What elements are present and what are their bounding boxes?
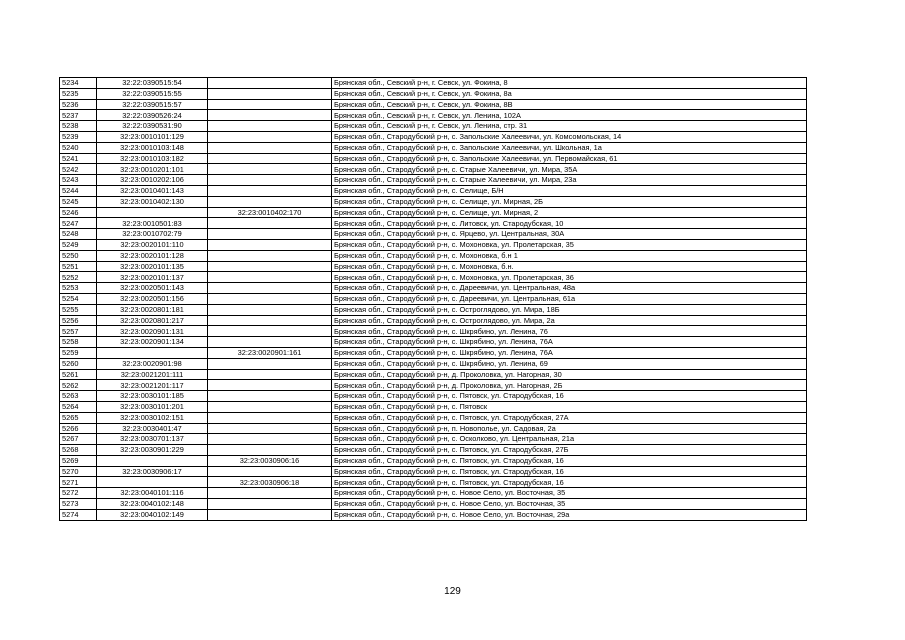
record-number-cell: 5234 <box>60 78 97 89</box>
address-cell: Брянская обл., Стародубский р-н, с. Мохоновка, ул. Пролетарская, 36 <box>332 272 807 283</box>
table-row <box>60 434 807 445</box>
table-row <box>60 164 807 175</box>
address-cell: Брянская обл., Стародубский р-н, с. Пятовск, ул. Стародубская, 16 <box>332 477 807 488</box>
record-number-cell: 5270 <box>60 466 97 477</box>
address-cell: Брянская обл., Стародубский р-н, с. Новое Село, ул. Восточная, 29а <box>332 509 807 520</box>
cadastral-number-cell: 32:23:0020101:128 <box>97 250 208 261</box>
related-cadastral-number-cell <box>208 78 332 89</box>
address-cell: Брянская обл., Стародубский р-н, с. Пятовск, ул. Стародубская, 27А <box>332 412 807 423</box>
related-cadastral-number-cell <box>208 110 332 121</box>
record-number-cell: 5246 <box>60 207 97 218</box>
record-number-cell: 5258 <box>60 337 97 348</box>
record-number-cell: 5261 <box>60 369 97 380</box>
address-cell: Брянская обл., Стародубский р-н, с. Пятовск, ул. Стародубская, 16 <box>332 466 807 477</box>
record-number-cell: 5263 <box>60 391 97 402</box>
address-cell: Брянская обл., Стародубский р-н, с. Ярцево, ул. Центральная, 30А <box>332 229 807 240</box>
related-cadastral-number-cell <box>208 326 332 337</box>
cadastral-number-cell: 32:23:0020801:217 <box>97 315 208 326</box>
record-number-cell: 5268 <box>60 445 97 456</box>
table-row <box>60 369 807 380</box>
related-cadastral-number-cell: 32:23:0030906:16 <box>208 455 332 466</box>
address-cell: Брянская обл., Стародубский р-н, с. Пятовск, ул. Стародубская, 16 <box>332 455 807 466</box>
table-row <box>60 337 807 348</box>
address-cell: Брянская обл., Стародубский р-н, с. Мохоновка, б.н 1 <box>332 250 807 261</box>
cadastral-number-cell <box>97 455 208 466</box>
record-number-cell: 5254 <box>60 293 97 304</box>
table-row <box>60 153 807 164</box>
related-cadastral-number-cell <box>208 304 332 315</box>
related-cadastral-number-cell <box>208 175 332 186</box>
table-row <box>60 78 807 89</box>
record-number-cell: 5269 <box>60 455 97 466</box>
related-cadastral-number-cell <box>208 423 332 434</box>
property-table <box>59 77 807 521</box>
table-body <box>60 78 807 521</box>
address-cell: Брянская обл., Стародубский р-н, с. Шкрябино, ул. Ленина, 69 <box>332 358 807 369</box>
related-cadastral-number-cell <box>208 99 332 110</box>
cadastral-number-cell: 32:23:0010202:106 <box>97 175 208 186</box>
related-cadastral-number-cell <box>208 272 332 283</box>
cadastral-number-cell: 32:23:0020901:134 <box>97 337 208 348</box>
cadastral-number-cell: 32:23:0020901:131 <box>97 326 208 337</box>
address-cell: Брянская обл., Стародубский р-н, с. Пятовск <box>332 401 807 412</box>
cadastral-number-cell <box>97 347 208 358</box>
cadastral-number-cell: 32:23:0010103:182 <box>97 153 208 164</box>
related-cadastral-number-cell <box>208 445 332 456</box>
record-number-cell: 5271 <box>60 477 97 488</box>
related-cadastral-number-cell <box>208 239 332 250</box>
related-cadastral-number-cell <box>208 261 332 272</box>
table-row <box>60 261 807 272</box>
address-cell: Брянская обл., Стародубский р-н, с. Остроглядово, ул. Мира, 18Б <box>332 304 807 315</box>
cadastral-number-cell: 32:23:0030401:47 <box>97 423 208 434</box>
related-cadastral-number-cell <box>208 142 332 153</box>
cadastral-number-cell: 32:23:0010103:148 <box>97 142 208 153</box>
table-row <box>60 326 807 337</box>
table-row <box>60 391 807 402</box>
table-row <box>60 142 807 153</box>
address-cell: Брянская обл., Севский р-н, г. Севск, ул. Фокина, 8В <box>332 99 807 110</box>
related-cadastral-number-cell <box>208 434 332 445</box>
cadastral-number-cell <box>97 207 208 218</box>
table-row <box>60 283 807 294</box>
related-cadastral-number-cell <box>208 315 332 326</box>
table-row <box>60 99 807 110</box>
cadastral-number-cell: 32:23:0010501:83 <box>97 218 208 229</box>
cadastral-number-cell: 32:23:0010201:101 <box>97 164 208 175</box>
address-cell: Брянская обл., Стародубский р-н, с. Запольские Халеевичи, ул. Комсомольская, 14 <box>332 131 807 142</box>
cadastral-number-cell: 32:23:0020101:137 <box>97 272 208 283</box>
address-cell: Брянская обл., Стародубский р-н, с. Селище, Б/Н <box>332 185 807 196</box>
record-number-cell: 5266 <box>60 423 97 434</box>
related-cadastral-number-cell <box>208 509 332 520</box>
table-row <box>60 315 807 326</box>
cadastral-number-cell: 32:23:0040101:116 <box>97 488 208 499</box>
cadastral-number-cell: 32:23:0030102:151 <box>97 412 208 423</box>
cadastral-number-cell: 32:23:0030906:17 <box>97 466 208 477</box>
cadastral-number-cell: 32:23:0030701:137 <box>97 434 208 445</box>
table-row <box>60 304 807 315</box>
cadastral-number-cell: 32:22:0390531:90 <box>97 121 208 132</box>
address-cell: Брянская обл., Стародубский р-н, с. Шкрябино, ул. Ленина, 76 <box>332 326 807 337</box>
cadastral-number-cell: 32:23:0020101:110 <box>97 239 208 250</box>
address-cell: Брянская обл., Стародубский р-н, с. Мохоновка, б.н. <box>332 261 807 272</box>
table-row <box>60 110 807 121</box>
table-row <box>60 88 807 99</box>
cadastral-number-cell: 32:23:0020101:135 <box>97 261 208 272</box>
related-cadastral-number-cell <box>208 121 332 132</box>
table-row <box>60 499 807 510</box>
record-number-cell: 5250 <box>60 250 97 261</box>
record-number-cell: 5238 <box>60 121 97 132</box>
table-row <box>60 466 807 477</box>
address-cell: Брянская обл., Севский р-н, г. Севск, ул. Ленина, 102А <box>332 110 807 121</box>
record-number-cell: 5243 <box>60 175 97 186</box>
cadastral-number-cell: 32:23:0010402:130 <box>97 196 208 207</box>
table-row <box>60 121 807 132</box>
address-cell: Брянская обл., Стародубский р-н, с. Запольские Халеевичи, ул. Первомайская, 61 <box>332 153 807 164</box>
cadastral-number-cell: 32:23:0021201:111 <box>97 369 208 380</box>
table-row <box>60 218 807 229</box>
record-number-cell: 5273 <box>60 499 97 510</box>
cadastral-number-cell: 32:23:0010101:129 <box>97 131 208 142</box>
table-row <box>60 293 807 304</box>
table-row <box>60 347 807 358</box>
table-row <box>60 509 807 520</box>
cadastral-number-cell: 32:23:0021201:117 <box>97 380 208 391</box>
address-cell: Брянская обл., Стародубский р-н, с. Шкрябино, ул. Ленина, 76А <box>332 337 807 348</box>
table-row <box>60 185 807 196</box>
record-number-cell: 5245 <box>60 196 97 207</box>
table-row <box>60 250 807 261</box>
record-number-cell: 5260 <box>60 358 97 369</box>
related-cadastral-number-cell <box>208 196 332 207</box>
address-cell: Брянская обл., Стародубский р-н, п. Новополье, ул. Садовая, 2а <box>332 423 807 434</box>
address-cell: Брянская обл., Севский р-н, г. Севск, ул. Фокина, 8 <box>332 78 807 89</box>
related-cadastral-number-cell <box>208 88 332 99</box>
record-number-cell: 5256 <box>60 315 97 326</box>
cadastral-number-cell: 32:22:0390515:54 <box>97 78 208 89</box>
related-cadastral-number-cell <box>208 412 332 423</box>
record-number-cell: 5253 <box>60 283 97 294</box>
cadastral-number-cell: 32:23:0020501:143 <box>97 283 208 294</box>
record-number-cell: 5262 <box>60 380 97 391</box>
related-cadastral-number-cell <box>208 164 332 175</box>
related-cadastral-number-cell <box>208 369 332 380</box>
related-cadastral-number-cell <box>208 466 332 477</box>
cadastral-number-cell: 32:23:0010702:79 <box>97 229 208 240</box>
cadastral-number-cell: 32:23:0030901:229 <box>97 445 208 456</box>
record-number-cell: 5251 <box>60 261 97 272</box>
related-cadastral-number-cell <box>208 380 332 391</box>
table-row <box>60 229 807 240</box>
related-cadastral-number-cell <box>208 358 332 369</box>
related-cadastral-number-cell <box>208 401 332 412</box>
record-number-cell: 5241 <box>60 153 97 164</box>
address-cell: Брянская обл., Стародубский р-н, с. Новое Село, ул. Восточная, 35 <box>332 488 807 499</box>
record-number-cell: 5255 <box>60 304 97 315</box>
cadastral-number-cell: 32:23:0040102:148 <box>97 499 208 510</box>
table-row <box>60 401 807 412</box>
cadastral-number-cell: 32:23:0030101:201 <box>97 401 208 412</box>
record-number-cell: 5249 <box>60 239 97 250</box>
address-cell: Брянская обл., Стародубский р-н, с. Пятовск, ул. Стародубская, 27Б <box>332 445 807 456</box>
table-row <box>60 272 807 283</box>
cadastral-number-cell: 32:23:0020901:98 <box>97 358 208 369</box>
page-number: 129 <box>444 586 461 597</box>
address-cell: Брянская обл., Стародубский р-н, с. Запольские Халеевичи, ул. Школьная, 1а <box>332 142 807 153</box>
cadastral-number-cell: 32:22:0390515:57 <box>97 99 208 110</box>
address-cell: Брянская обл., Стародубский р-н, с. Дареевичи, ул. Центральная, 48а <box>332 283 807 294</box>
record-number-cell: 5272 <box>60 488 97 499</box>
address-cell: Брянская обл., Стародубский р-н, д. Проколовка, ул. Нагорная, 30 <box>332 369 807 380</box>
address-cell: Брянская обл., Стародубский р-н, с. Селище, ул. Мирная, 2 <box>332 207 807 218</box>
related-cadastral-number-cell <box>208 131 332 142</box>
record-number-cell: 5236 <box>60 99 97 110</box>
related-cadastral-number-cell <box>208 229 332 240</box>
related-cadastral-number-cell <box>208 283 332 294</box>
related-cadastral-number-cell <box>208 218 332 229</box>
address-cell: Брянская обл., Стародубский р-н, с. Новое Село, ул. Восточная, 35 <box>332 499 807 510</box>
related-cadastral-number-cell: 32:23:0030906:18 <box>208 477 332 488</box>
related-cadastral-number-cell <box>208 488 332 499</box>
related-cadastral-number-cell <box>208 499 332 510</box>
cadastral-number-cell <box>97 477 208 488</box>
address-cell: Брянская обл., Стародубский р-н, с. Пятовск, ул. Стародубская, 16 <box>332 391 807 402</box>
related-cadastral-number-cell <box>208 293 332 304</box>
table-row <box>60 175 807 186</box>
cadastral-number-cell: 32:23:0020501:156 <box>97 293 208 304</box>
related-cadastral-number-cell <box>208 391 332 402</box>
table-row <box>60 358 807 369</box>
table-row <box>60 455 807 466</box>
cadastral-number-cell: 32:22:0390526:24 <box>97 110 208 121</box>
related-cadastral-number-cell: 32:23:0010402:170 <box>208 207 332 218</box>
address-cell: Брянская обл., Стародубский р-н, с. Литовск, ул. Стародубская, 10 <box>332 218 807 229</box>
address-cell: Брянская обл., Стародубский р-н, с. Шкрябино, ул. Ленина, 76А <box>332 347 807 358</box>
table-row <box>60 488 807 499</box>
record-number-cell: 5264 <box>60 401 97 412</box>
cadastral-number-cell: 32:23:0020801:181 <box>97 304 208 315</box>
address-cell: Брянская обл., Стародубский р-н, с. Остроглядово, ул. Мира, 2а <box>332 315 807 326</box>
table-row <box>60 412 807 423</box>
cadastral-number-cell: 32:23:0040102:149 <box>97 509 208 520</box>
related-cadastral-number-cell <box>208 185 332 196</box>
table-row <box>60 380 807 391</box>
record-number-cell: 5240 <box>60 142 97 153</box>
address-cell: Брянская обл., Стародубский р-н, с. Дареевичи, ул. Центральная, 61а <box>332 293 807 304</box>
address-cell: Брянская обл., Стародубский р-н, с. Старые Халеевичи, ул. Мира, 23а <box>332 175 807 186</box>
record-number-cell: 5265 <box>60 412 97 423</box>
address-cell: Брянская обл., Стародубский р-н, с. Селище, ул. Мирная, 2Б <box>332 196 807 207</box>
address-cell: Брянская обл., Стародубский р-н, с. Старые Халеевичи, ул. Мира, 35А <box>332 164 807 175</box>
table-row <box>60 445 807 456</box>
related-cadastral-number-cell <box>208 337 332 348</box>
record-number-cell: 5237 <box>60 110 97 121</box>
cadastral-number-cell: 32:23:0010401:143 <box>97 185 208 196</box>
record-number-cell: 5239 <box>60 131 97 142</box>
table-row <box>60 239 807 250</box>
record-number-cell: 5259 <box>60 347 97 358</box>
cadastral-number-cell: 32:23:0030101:185 <box>97 391 208 402</box>
record-number-cell: 5257 <box>60 326 97 337</box>
record-number-cell: 5267 <box>60 434 97 445</box>
table-row <box>60 196 807 207</box>
related-cadastral-number-cell: 32:23:0020901:161 <box>208 347 332 358</box>
record-number-cell: 5252 <box>60 272 97 283</box>
cadastral-number-cell: 32:22:0390515:55 <box>97 88 208 99</box>
table-row <box>60 131 807 142</box>
table-row <box>60 477 807 488</box>
address-cell: Брянская обл., Стародубский р-н, д. Проколовка, ул. Нагорная, 2Б <box>332 380 807 391</box>
record-number-cell: 5242 <box>60 164 97 175</box>
address-cell: Брянская обл., Севский р-н, г. Севск, ул. Фокина, 8а <box>332 88 807 99</box>
related-cadastral-number-cell <box>208 153 332 164</box>
record-number-cell: 5235 <box>60 88 97 99</box>
record-number-cell: 5244 <box>60 185 97 196</box>
table-row <box>60 423 807 434</box>
table-row <box>60 207 807 218</box>
related-cadastral-number-cell <box>208 250 332 261</box>
address-cell: Брянская обл., Севский р-н, г. Севск, ул. Ленина, стр. 31 <box>332 121 807 132</box>
record-number-cell: 5247 <box>60 218 97 229</box>
address-cell: Брянская обл., Стародубский р-н, с. Мохоновка, ул. Пролетарская, 35 <box>332 239 807 250</box>
record-number-cell: 5274 <box>60 509 97 520</box>
record-number-cell: 5248 <box>60 229 97 240</box>
address-cell: Брянская обл., Стародубский р-н, с. Осколково, ул. Центральная, 21а <box>332 434 807 445</box>
